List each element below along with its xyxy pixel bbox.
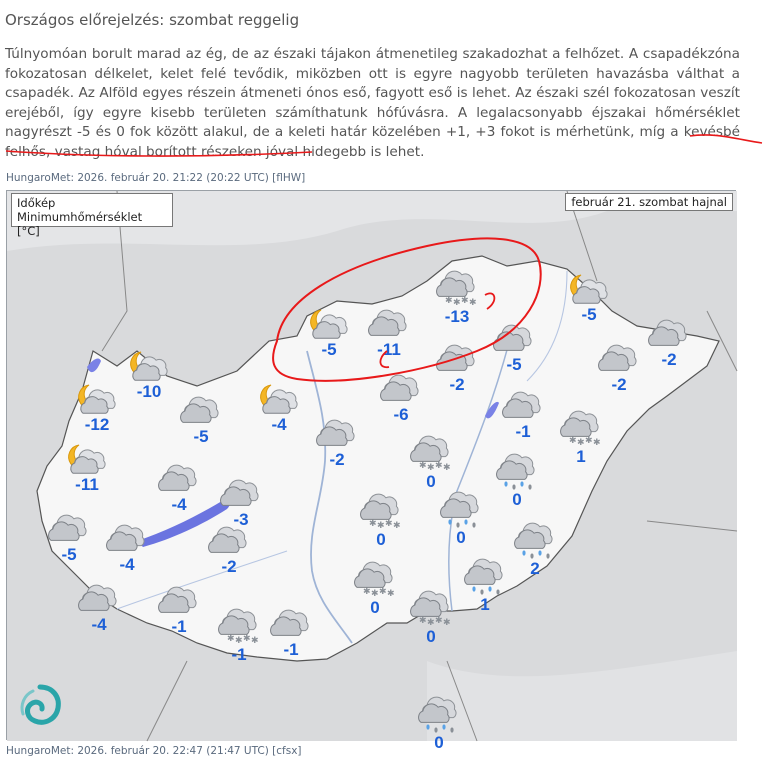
svg-text:✱: ✱ (419, 616, 427, 626)
svg-text:✱: ✱ (593, 438, 601, 448)
svg-text:✱: ✱ (363, 587, 371, 597)
forecast-paragraph: Túlnyomóan borult marad az ég, de az északi tájakon átmenetileg szakadozhat a felhőzet. A csapadékzóna fokozatosan délkelet, kelet felé tevődik, miközben ott is egyre nagyobb területen havazásba válthat a csapadék. Az Alföld egyes részein átmeneti ónos eső, fagyott eső is lehet. Az északi szél fokozatosan veszít erejéből, így egyre kisebb területen számíthatunk hófúvásra. A legalacsonyabb éjszakai hőmérséklet nagyrészt -5 és 0 fok között alakul, de a keleti határ közelében +1, +3 fokot is mérhetünk, míg a kevésbé felhős, vastag hóval borított részeken jóval hidegebb is lehet. (5, 46, 740, 160)
svg-text:✱: ✱ (371, 589, 379, 599)
station-temperature: -2 (661, 350, 677, 369)
station-temperature: 1 (576, 447, 586, 466)
svg-text:✱: ✱ (377, 521, 385, 531)
station-temperature: -5 (581, 305, 597, 324)
svg-text:✱: ✱ (369, 519, 377, 529)
station-temperature: 0 (456, 528, 466, 547)
station-temperature: 0 (426, 627, 436, 646)
station-temperature: -2 (329, 450, 345, 469)
svg-text:✱: ✱ (453, 298, 461, 308)
station-temperature: 1 (480, 595, 490, 614)
station-temperature: -1 (231, 645, 247, 664)
svg-text:✱: ✱ (385, 519, 393, 529)
station-temperature: -2 (611, 375, 627, 394)
station-temperature: -10 (136, 382, 162, 401)
map-circle-annotation (7, 191, 737, 741)
svg-text:✱: ✱ (427, 463, 435, 473)
station-temperature: -5 (61, 545, 77, 564)
station-temperature: -11 (75, 475, 99, 494)
page-title: Országos előrejelzés: szombat reggelig (5, 11, 300, 29)
station-temperature: -4 (271, 415, 287, 434)
station-temperature: -1 (283, 640, 299, 659)
svg-text:✱: ✱ (569, 436, 577, 446)
station-temperature: -1 (171, 617, 187, 636)
station-temperature: -5 (321, 340, 337, 359)
legend-subtitle: Minimumhőmérséklet [°C] (17, 210, 143, 238)
station-temperature: -5 (193, 427, 209, 446)
svg-text:✱: ✱ (585, 436, 593, 446)
svg-text:✱: ✱ (427, 618, 435, 628)
svg-text:✱: ✱ (469, 298, 477, 308)
svg-text:✱: ✱ (443, 618, 451, 628)
svg-text:✱: ✱ (445, 296, 453, 306)
station-temperature: 0 (434, 733, 444, 752)
station-temperature: -2 (221, 557, 237, 576)
svg-text:✱: ✱ (227, 634, 235, 644)
svg-text:✱: ✱ (435, 461, 443, 471)
station-temperature: -13 (444, 307, 470, 326)
station-temperature: 0 (376, 530, 386, 549)
station-temperature: -1 (515, 422, 531, 441)
text-underline-annotation (0, 0, 764, 190)
hungaromet-logo-icon (15, 681, 65, 731)
svg-text:✱: ✱ (393, 521, 401, 531)
legend-title: Időkép (17, 196, 56, 210)
station-temperature: -6 (393, 405, 409, 424)
station-temperature: 2 (530, 559, 540, 578)
station-temperature: 0 (370, 598, 380, 617)
svg-text:✱: ✱ (251, 636, 259, 646)
svg-text:✱: ✱ (379, 587, 387, 597)
svg-text:✱: ✱ (443, 463, 451, 473)
station-temperature: -12 (84, 415, 110, 434)
svg-text:✱: ✱ (435, 616, 443, 626)
station-temperature: -4 (91, 615, 107, 634)
station-temperature: -4 (171, 495, 187, 514)
station-temperature: -4 (119, 555, 135, 574)
valid-time-box: február 21. szombat hajnal (565, 193, 733, 211)
svg-text:✱: ✱ (235, 636, 243, 646)
svg-text:✱: ✱ (243, 634, 251, 644)
station-temperature: 0 (512, 490, 522, 509)
station-temperature: -11 (377, 340, 401, 359)
svg-text:✱: ✱ (577, 438, 585, 448)
station-temperature: -3 (233, 510, 249, 529)
station-temperature: 0 (426, 472, 436, 491)
source-line-top: HungaroMet: 2026. február 20. 21:22 (20:22 UTC) [flHW] (6, 172, 306, 184)
svg-text:✱: ✱ (387, 589, 395, 599)
station-temperature: -5 (506, 355, 522, 374)
svg-text:✱: ✱ (461, 296, 469, 306)
svg-text:✱: ✱ (419, 461, 427, 471)
station-temperature: -2 (449, 375, 465, 394)
source-line-bottom: HungaroMet: 2026. február 20. 22:47 (21:47 UTC) [cfsx] (6, 745, 302, 757)
